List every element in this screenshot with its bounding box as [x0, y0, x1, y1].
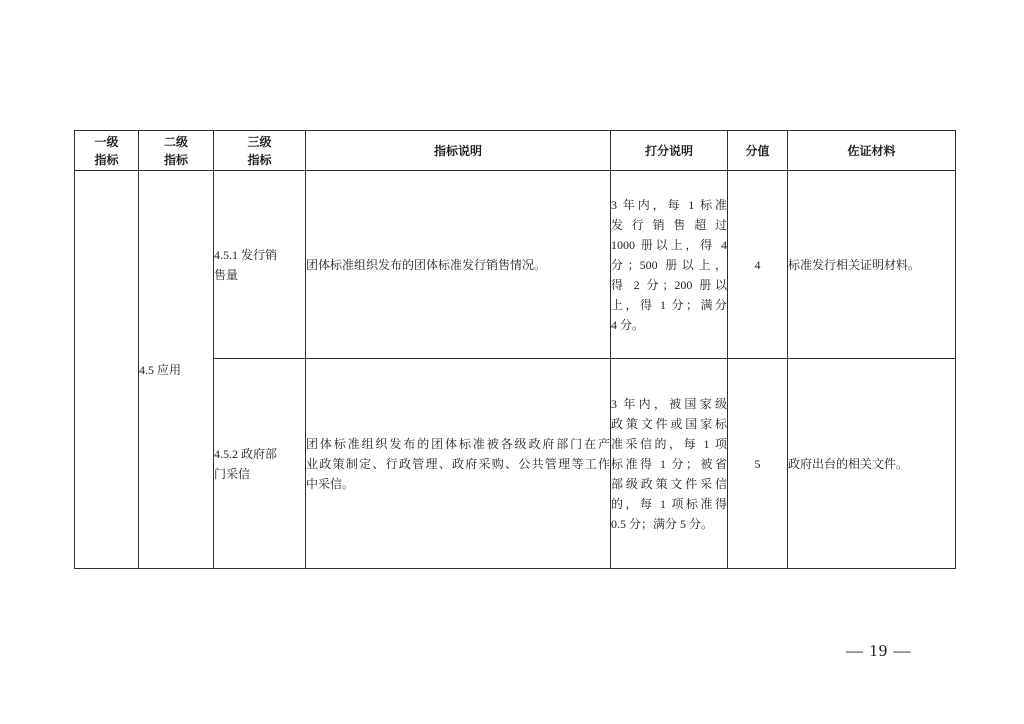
level3-cell [214, 171, 306, 359]
table-row [75, 171, 956, 359]
scoring-line: 标准得 1 分；被省 [611, 456, 727, 471]
level3-line: 门采信 [214, 466, 251, 481]
page-number: — 19 — [846, 641, 912, 660]
description-line: 中采信。 [306, 476, 355, 491]
score-cell: 4 [728, 171, 788, 359]
scoring-line: 的，每 1 项标准得 [611, 496, 727, 511]
header-evidence: 佐证材料 [788, 131, 956, 171]
level3-line: 售量 [214, 267, 239, 282]
level2-label: 4.5 应用 [139, 362, 182, 377]
level2-cell [139, 171, 214, 569]
scoring-line: 政策文件或国家标 [611, 416, 727, 431]
scoring-line: 0.5 分；满分 5 分。 [611, 516, 714, 531]
scoring-cell [611, 359, 728, 569]
level1-cell [75, 171, 139, 569]
score-cell: 5 [728, 359, 788, 569]
scoring-line: 部级政策文件采信 [611, 476, 727, 491]
scoring-line: 3 年内，每 1 标准 [611, 197, 727, 212]
indicator-table [74, 130, 956, 569]
level3-cell [214, 359, 306, 569]
scoring-line: 发行销售超过 [611, 217, 727, 232]
header-level1-line: 指标 [94, 152, 119, 167]
scoring-cell [611, 171, 728, 359]
description-line: 团体标准组织发布的团体标准发行销售情况。 [306, 257, 547, 272]
header-score: 分值 [728, 131, 788, 171]
scoring-line: 准采信的，每 1 项 [611, 436, 727, 451]
scoring-line: 4 分。 [611, 317, 645, 332]
header-level2 [139, 131, 214, 171]
scoring-line: 上，得 1 分；满分 [611, 297, 727, 312]
header-scoring: 打分说明 [611, 131, 728, 171]
description-cell [306, 359, 611, 569]
scoring-line: 分；500 册以上， [611, 257, 727, 272]
scoring-line: 3 年内，被国家级 [611, 396, 727, 411]
table-header-row [75, 131, 956, 171]
evidence-cell: 政府出台的相关文件。 [788, 359, 956, 569]
header-level1 [75, 131, 139, 171]
header-level3-line: 指标 [247, 152, 272, 167]
level3-line: 4.5.2 政府部 [214, 446, 278, 461]
header-level3 [214, 131, 306, 171]
description-line: 业政策制定、行政管理、政府采购、公共管理等工作 [306, 456, 610, 471]
header-description: 指标说明 [306, 131, 611, 171]
header-level1-line: 一级 [94, 134, 119, 149]
scoring-line: 1000 册以上，得 4 [611, 237, 727, 252]
description-cell [306, 171, 611, 359]
header-level2-line: 二级 [163, 134, 188, 149]
evidence-cell: 标准发行相关证明材料。 [788, 171, 956, 359]
scoring-line: 得 2 分；200 册以 [611, 277, 727, 292]
description-line: 团体标准组织发布的团体标准被各级政府部门在产 [306, 436, 610, 451]
level3-line: 4.5.1 发行销 [214, 247, 278, 262]
header-level2-line: 指标 [163, 152, 188, 167]
header-level3-line: 三级 [247, 134, 272, 149]
